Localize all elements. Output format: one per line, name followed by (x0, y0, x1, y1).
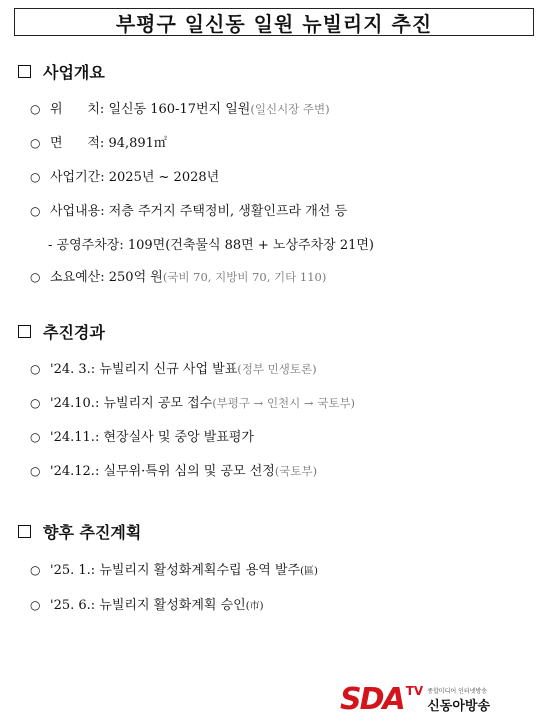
logo-tagline: 종합미디어 인터넷방송 (427, 687, 488, 695)
logo-text (427, 686, 490, 714)
section-heading-progress: 추진경과 (18, 320, 105, 343)
logo-name: 신동아방송 (427, 698, 491, 714)
list-item: ○ '24.10. : 뉴빌리지 공모 접수 (부평구 → 인천시 → 국토부) (30, 392, 355, 411)
circle-bullet-icon: ○ (30, 102, 41, 116)
item-text: 일신동 160-17번지 일원 (108, 102, 251, 117)
list-item: ○ 사업기간 : 2025년 ~ 2028년 (30, 166, 219, 185)
item-text: 뉴빌리지 공모 접수 (103, 396, 213, 411)
square-bullet-icon (18, 525, 31, 538)
item-note: (국토부) (274, 464, 318, 478)
item-note: (市) (245, 601, 264, 612)
circle-bullet-icon: ○ (30, 136, 41, 150)
circle-bullet-icon: ○ (30, 396, 41, 410)
item-note: (국비 70, 지방비 70, 기타 110) (162, 270, 327, 284)
list-item: ○ '24.11. : 현장실사 및 중앙 발표평가 (30, 426, 254, 445)
item-label: '25. 6. (50, 598, 91, 613)
title-box (14, 8, 534, 36)
item-label: '25. 1. (50, 563, 91, 578)
item-text: 2025년 ~ 2028년 (108, 170, 220, 185)
list-item: ○ 위 치 : 일신동 160-17번지 일원 (일신시장 주변) (30, 98, 330, 117)
item-label: '24. 3. (50, 362, 91, 377)
square-bullet-icon (18, 325, 31, 338)
item-text: 뉴빌리지 활성화계획 승인 (99, 598, 246, 613)
list-item: ○ '25. 6. : 뉴빌리지 활성화계획 승인 (市) (30, 594, 264, 613)
item-note: (부평구 → 인천시 → 국토부) (212, 396, 356, 410)
item-text: 현장실사 및 중앙 발표평가 (103, 430, 254, 445)
item-note: (일신시장 주변) (250, 102, 330, 116)
item-text: 뉴빌리지 신규 사업 발표 (99, 362, 238, 377)
sub-item: - 공영주차장: 109면(건축물식 88면 + 노상주차장 21면) (48, 238, 374, 253)
item-label: 사업내용 (50, 204, 101, 219)
item-label: '24.12. (50, 464, 95, 479)
item-label: '24.10. (50, 396, 95, 411)
item-label: '24.11. (50, 430, 95, 445)
circle-bullet-icon: ○ (30, 563, 41, 577)
item-label: 면 적 (50, 136, 100, 151)
item-text: 실무위·특위 심의 및 공모 선정 (103, 464, 275, 479)
item-text: 250억 원 (108, 270, 163, 285)
item-label: 소요예산 (50, 270, 101, 285)
page-title: 부평구 일신동 일원 뉴빌리지 추진 (115, 11, 433, 36)
sda-tv-logo (340, 682, 490, 717)
item-label: 위 치 (50, 102, 100, 117)
item-text: 94,891㎡ (108, 136, 167, 151)
list-item: ○ '24.12. : 실무위·특위 심의 및 공모 선정 (국토부) (30, 460, 317, 479)
list-item: ○ '25. 1. : 뉴빌리지 활성화계획수립 용역 발주 (區) (30, 559, 318, 578)
circle-bullet-icon: ○ (30, 362, 41, 376)
item-note: (정부 민생토론) (237, 362, 317, 376)
item-label: 사업기간 (50, 170, 101, 185)
section-heading-overview: 사업개요 (18, 60, 105, 83)
item-note: (區) (300, 566, 318, 577)
circle-bullet-icon: ○ (30, 464, 41, 478)
square-bullet-icon (18, 65, 31, 78)
item-text: 뉴빌리지 활성화계획수립 용역 발주 (99, 563, 301, 578)
list-item: ○ '24. 3. : 뉴빌리지 신규 사업 발표 (정부 민생토론) (30, 358, 317, 377)
section-heading-plan: 향후 추진계획 (18, 520, 141, 543)
circle-bullet-icon: ○ (30, 204, 41, 218)
circle-bullet-icon: ○ (30, 270, 41, 284)
circle-bullet-icon: ○ (30, 598, 41, 612)
circle-bullet-icon: ○ (30, 170, 41, 184)
circle-bullet-icon: ○ (30, 430, 41, 444)
list-item: ○ 사업내용 : 저층 주거지 주택정비, 생활인프라 개선 등 (30, 200, 347, 219)
logo-mark: SDA (340, 682, 404, 717)
list-item: ○ 소요예산 : 250억 원 (국비 70, 지방비 70, 기타 110) (30, 266, 326, 285)
logo-tv: TV (405, 684, 424, 698)
item-text: 저층 주거지 주택정비, 생활인프라 개선 등 (108, 204, 348, 219)
list-item: ○ 면 적 : 94,891㎡ (30, 132, 167, 151)
